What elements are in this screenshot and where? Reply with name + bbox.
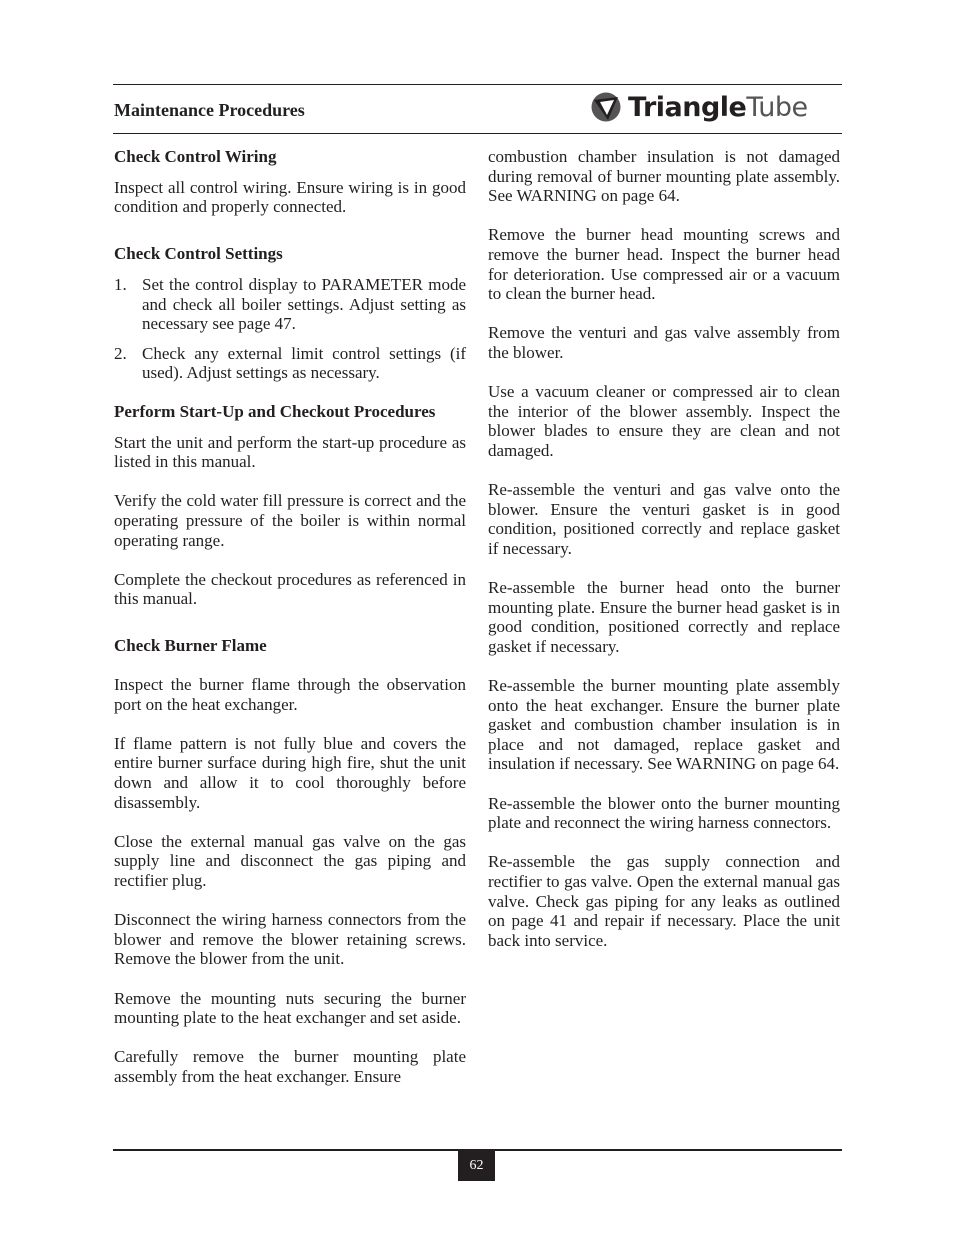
brand-logo-word-light: Tube	[746, 91, 808, 123]
list-item-text: Check any external limit control settings (if used). Adjust settings as necessary.	[142, 343, 466, 383]
paragraph: Inspect the burner flame through the observation port on the heat exchanger.	[114, 675, 466, 714]
heading-check-control-wiring: Check Control Wiring	[114, 147, 277, 166]
triangle-tube-logo-icon	[590, 91, 622, 123]
paragraph: Disconnect the wiring harness connectors from the blower and remove the blower retaining screws. Remove the blower from the unit.	[114, 910, 466, 969]
brand-logo	[590, 90, 808, 124]
right-column	[488, 147, 840, 970]
paragraph: combustion chamber insulation is not damaged during removal of burner mounting plate assembly. See WARNING on page 64.	[488, 147, 840, 206]
paragraph: Remove the mounting nuts securing the burner mounting plate to the heat exchanger and set aside.	[114, 988, 466, 1028]
paragraph: Use a vacuum cleaner or compressed air to clean the interior of the blower assembly. Inspect the blower blades to ensure they are clean and not damaged.	[488, 382, 840, 460]
page-number: 62	[458, 1151, 495, 1181]
paragraph: Remove the venturi and gas valve assembly from the blower.	[488, 323, 840, 362]
heading-check-burner-flame: Check Burner Flame	[114, 636, 267, 656]
section-title: Maintenance Procedures	[114, 100, 305, 120]
left-column	[114, 147, 466, 1106]
paragraph: Remove the burner head mounting screws and remove the burner head. Inspect the burner head for deterioration. Use compressed air or a vacuum to clean the burner head.	[488, 225, 840, 304]
paragraph: Complete the checkout procedures as referenced in this manual.	[114, 569, 466, 609]
brand-logo-word-bold: Triangle	[628, 91, 747, 123]
list-item-text: Set the control display to PARAMETER mode and check all boiler settings. Adjust setting as necessary see page 47.	[142, 274, 466, 334]
heading-startup-checkout: Perform Start-Up and Checkout Procedures	[114, 401, 436, 421]
list-item	[114, 344, 466, 383]
paragraph: Close the external manual gas valve on the gas supply line and disconnect the gas piping and rectifier plug.	[114, 831, 466, 890]
control-settings-list	[114, 275, 466, 383]
brand-logo-text	[628, 91, 808, 123]
paragraph: Re-assemble the venturi and gas valve onto the blower. Ensure the venturi gasket is in good condition, positioned correctly and replace gasket if necessary.	[488, 480, 840, 558]
header-top-rule	[113, 84, 842, 85]
heading-check-control-settings: Check Control Settings	[114, 244, 283, 264]
list-item-number: 1.	[114, 274, 127, 294]
paragraph: Verify the cold water fill pressure is correct and the operating pressure of the boiler is within normal operating range.	[114, 491, 466, 550]
header-bottom-rule	[113, 133, 842, 134]
paragraph: Inspect all control wiring. Ensure wiring is in good condition and properly connected.	[114, 177, 466, 217]
paragraph: If flame pattern is not fully blue and covers the entire burner surface during high fire, shut the unit down and allow it to cool thoroughly before disassembly.	[114, 733, 466, 812]
paragraph: Start the unit and perform the start-up procedure as listed in this manual.	[114, 432, 466, 472]
list-item	[114, 275, 466, 334]
paragraph: Re-assemble the gas supply connection and rectifier to gas valve. Open the external manual gas valve. Check gas piping for any leaks as outlined on page 41 and repair if necessary. Place the unit back into service.	[488, 852, 840, 950]
paragraph: Carefully remove the burner mounting plate assembly from the heat exchanger. Ensure	[114, 1047, 466, 1086]
paragraph: Re-assemble the blower onto the burner mounting plate and reconnect the wiring harness connectors.	[488, 793, 840, 833]
paragraph: Re-assemble the burner mounting plate assembly onto the heat exchanger. Ensure the burner plate gasket and combustion chamber insulation is in place and not damaged, replace gasket and insulation if necessary. See WARNING on page 64.	[488, 676, 840, 774]
list-item-number: 2.	[114, 343, 127, 363]
paragraph: Re-assemble the burner head onto the burner mounting plate. Ensure the burner head gasket is in good condition, positioned correctly and replace gasket if necessary.	[488, 578, 840, 656]
